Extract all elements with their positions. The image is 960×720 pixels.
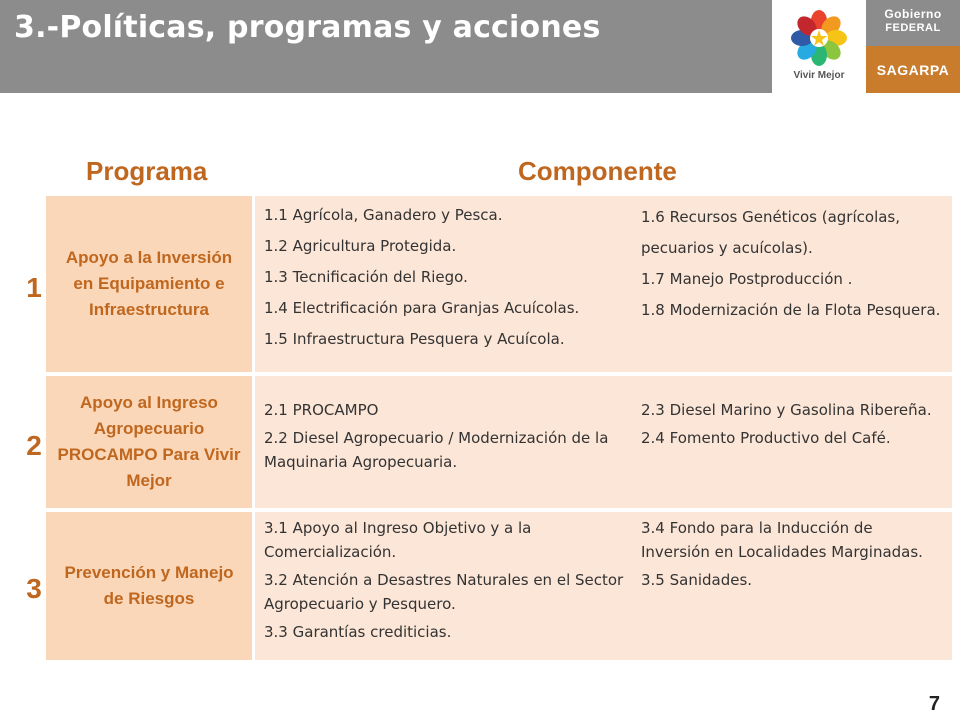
header-bar xyxy=(0,0,772,93)
componente-item: 3.4 Fondo para la Inducción de Inversión en Localidades Marginadas. xyxy=(641,519,923,561)
gov-line1: Gobierno xyxy=(884,7,942,21)
componente-cell-3 xyxy=(255,512,952,660)
vivir-mejor-logo xyxy=(772,0,866,93)
componente-item: 1.3 Tecnificación del Riego. xyxy=(264,268,468,286)
componente-item: 2.4 Fomento Productivo del Café. xyxy=(641,429,891,447)
componente-item: 1.1 Agrícola, Ganadero y Pesca. xyxy=(264,206,503,224)
componente-item: 3.2 Atención a Desastres Naturales en el Sector Agropecuario y Pesquero. xyxy=(264,571,624,613)
componente-list-left xyxy=(264,516,626,648)
componente-cell-2 xyxy=(255,376,952,508)
componente-item: 2.3 Diesel Marino y Gasolina Ribereña. xyxy=(641,401,932,419)
componente-list-left xyxy=(264,398,626,478)
componente-list-right xyxy=(641,516,945,596)
componente-item: 1.6 Recursos Genéticos (agrícolas, pecuarios y acuícolas). xyxy=(641,208,901,257)
programa-cell-2 xyxy=(46,376,252,508)
componente-item: 3.1 Apoyo al Ingreso Objetivo y a la Comercialización. xyxy=(264,519,532,561)
componente-item: 2.2 Diesel Agropecuario / Modernización de la Maquinaria Agropecuaria. xyxy=(264,429,609,471)
componente-item: 1.7 Manejo Postproducción . xyxy=(641,270,853,288)
sagarpa-badge xyxy=(866,46,960,93)
programa-cell-3 xyxy=(46,512,252,660)
componente-item: 3.3 Garantías crediticias. xyxy=(264,623,452,641)
gov-line2: FEDERAL xyxy=(885,22,941,34)
column-heading-componente: Componente xyxy=(518,156,677,186)
agency-name: SAGARPA xyxy=(876,62,950,78)
programa-cell-1 xyxy=(46,196,252,372)
programa-label: Apoyo al Ingreso Agropecuario PROCAMPO Para Vivir Mejor xyxy=(57,393,241,490)
componente-item: 1.8 Modernización de la Flota Pesquera. xyxy=(641,301,941,319)
componente-item: 2.1 PROCAMPO xyxy=(264,401,379,419)
column-heading-programa: Programa xyxy=(86,156,208,186)
componente-item: 1.5 Infraestructura Pesquera y Acuícola. xyxy=(264,330,565,348)
row-number-1: 1 xyxy=(26,272,42,303)
componente-cell-1 xyxy=(255,196,952,372)
page-title: 3.-Políticas, programas y acciones xyxy=(14,10,601,45)
componente-item: 1.4 Electrificación para Granjas Acuícolas. xyxy=(264,299,580,317)
row-number-3: 3 xyxy=(26,573,42,604)
logo-caption: Vivir Mejor xyxy=(793,70,845,81)
componente-item: 1.2 Agricultura Protegida. xyxy=(264,237,457,255)
componente-list-right xyxy=(641,398,945,454)
flower-logo-icon xyxy=(772,0,866,70)
componente-list-left xyxy=(264,200,626,355)
programa-label: Prevención y Manejo de Riesgos xyxy=(64,563,234,608)
programa-label: Apoyo a la Inversión en Equipamiento e Infraestructura xyxy=(65,248,233,319)
componente-item: 3.5 Sanidades. xyxy=(641,571,753,589)
componente-list-right xyxy=(641,202,945,326)
row-number-2: 2 xyxy=(26,430,42,461)
page-number: 7 xyxy=(928,693,940,715)
gobierno-federal-badge xyxy=(866,0,960,46)
